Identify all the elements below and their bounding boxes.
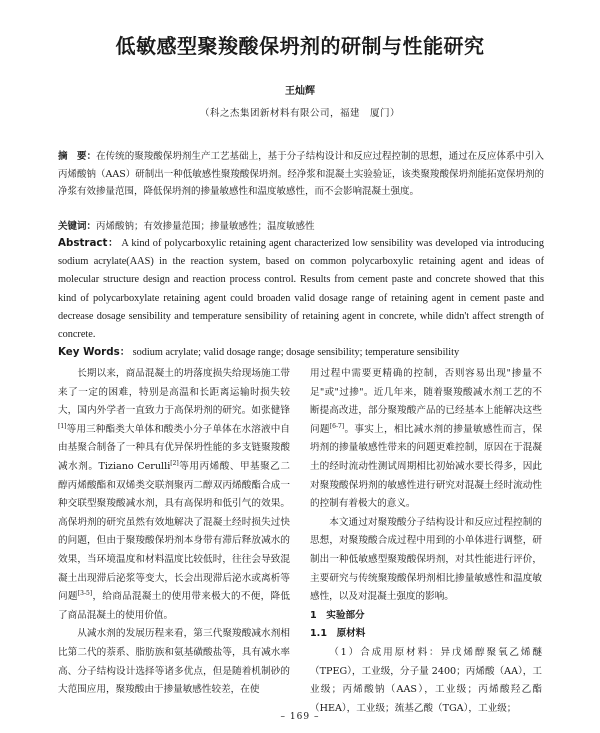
abstract-cn-text: 在传统的聚羧酸保坍剂生产工艺基础上，基于分子结构设计和反应过程控制的思想，通过在反应体系中引入丙烯酸钠（AAS）研制出一种低敏感性聚羧酸保坍剂。经净浆和混凝土实验验证，该类聚羧酸保坍剂能拓宽保坍剂的净浆有效掺量范围，降低保坍剂的掺量敏感性和温度敏感性，而不会影响混凝土强度。: [58, 151, 544, 198]
body-paragraph: [58, 365, 290, 625]
section-heading: 1 实验部分: [310, 609, 365, 621]
citation: [3-5]: [77, 589, 93, 597]
citation: [6-7]: [329, 422, 345, 430]
page-number: – 169 –: [280, 712, 320, 722]
keywords-english: [58, 343, 544, 362]
body-text: 等用三种酯类大单体和酸类小分子单体在水溶液中自由基聚合制备了一种具有优异保坍性能的多支链聚羧酸减水剂。Tiziano Cerulli: [58, 423, 290, 472]
abstract-en-text: A kind of polycarboxylic retaining agent characterized low sensibility was developed via introducing sodium acrylate(AAS) in the reaction system, based on common polycarboxylic retaining agent and ideas of molecular structure design and reaction process control. Results from cement paste and concrete showed that this kind of polycarboxylate retaining agent could broaden valid dosage range of retaining agent in cement paste and decrease dosage sensibility and temperature sensibility of retaining agent in concrete, while didn't affect strength of concrete.: [58, 238, 544, 341]
abstract-en-label: Abstract：: [58, 237, 119, 249]
body-text: 。事实上，相比减水剂的掺量敏感性而言，保坍剂的掺量敏感性带来的问题更难控制，原因在于混凝土的经时流动性测试周期相比初始减水要长得多，因此对聚羧酸保坍剂的敏感性进行研究对混凝土经时流动性的控制有着极大的意义。: [310, 423, 543, 510]
keywords-cn-label: 关键词：: [58, 221, 97, 232]
body-column-right: [310, 365, 542, 718]
subsection-heading: 1.1 原材料: [310, 628, 366, 640]
body-text: ，给商品混凝土的使用带来极大的不便，降低了商品混凝土的使用价值。: [58, 591, 291, 621]
body-text: 等用丙烯酸、甲基聚乙二醇丙烯酸酯和双烯类交联剂聚丙二醇双丙烯酸酯合成一种交联型聚羧酸减水剂，具有高保坍和低引气的效果。高保坍剂的研究虽然有效地解决了混凝土经时损失过快的问题，但由于聚羧酸保坍剂本身带有滞后释放减水的效果，当环境温度和材料温度比较低时，往往会导致混凝土出现滞后泌浆等变大，长会出现滞后泌水或离析等问题: [58, 460, 290, 603]
body-text: 用过程中需要更精确的控制，否则容易出现"掺量不足"或"过掺"。近几年来，随着聚羧酸减水剂工艺的不断提高改进，部分聚羧酸产品的已经基本上能解决这些问题: [310, 368, 542, 435]
author-name: 王灿辉: [285, 86, 315, 97]
abstract-english: [58, 234, 544, 344]
keywords-en-label: Key Words：: [58, 346, 131, 358]
citation: [2]: [170, 459, 179, 467]
keywords-cn-text: 丙烯酸钠；有效掺量范围；掺量敏感性；温度敏感性: [96, 221, 315, 232]
keywords-chinese: [58, 218, 544, 235]
abstract-chinese: [58, 148, 544, 201]
citation: [1]: [58, 422, 67, 430]
author-affiliation: （科之杰集团新材料有限公司，福建 厦门）: [199, 108, 400, 119]
body-paragraph: 本文通过对聚羧酸分子结构设计和反应过程控制的思想，对聚羧酸合成过程中用到的小单体进行调整，研制出一种低敏感型聚羧酸保坍剂，对其性能进行评价，主要研究与传统聚羧酸保坍剂相比掺量敏感性和温度敏感性，以及对混凝土强度的影响。: [310, 516, 542, 603]
body-paragraph: [310, 365, 542, 514]
body-paragraph: （1）合成用原材料：异戊烯醇聚氧乙烯醚（TPEG），工业级，分子量 2400；丙烯酸（AA），工业级；丙烯酸钠（AAS），工业级；丙烯酸羟乙酯（HEA），工业级；巯基乙酸（TGA），工业级；: [310, 646, 542, 714]
body-text: 长期以来，商品混凝土的坍落度损失给现场施工带来了一定的困难，特别是高温和长距离运输时损失较大，国内外学者一直致力于高保坍剂的研究。如张健锋: [58, 368, 290, 417]
abstract-cn-label: 摘 要：: [58, 151, 97, 162]
body-paragraph: 从减水剂的发展历程来看，第三代聚羧酸减水剂相比第二代的萘系、脂肪族和氨基磺酸盐等，具有减水率高、分子结构设计选择等诸多优点，但是随着机制砂的大范围应用，聚羧酸由于掺量敏感性较差，在使: [58, 628, 290, 696]
keywords-en-text: sodium acrylate; valid dosage range; dosage sensibility; temperature sensibility: [132, 347, 460, 358]
paper-title: 低敏感型聚羧酸保坍剂的研制与性能研究: [115, 34, 485, 58]
body-column-left: [58, 365, 290, 700]
